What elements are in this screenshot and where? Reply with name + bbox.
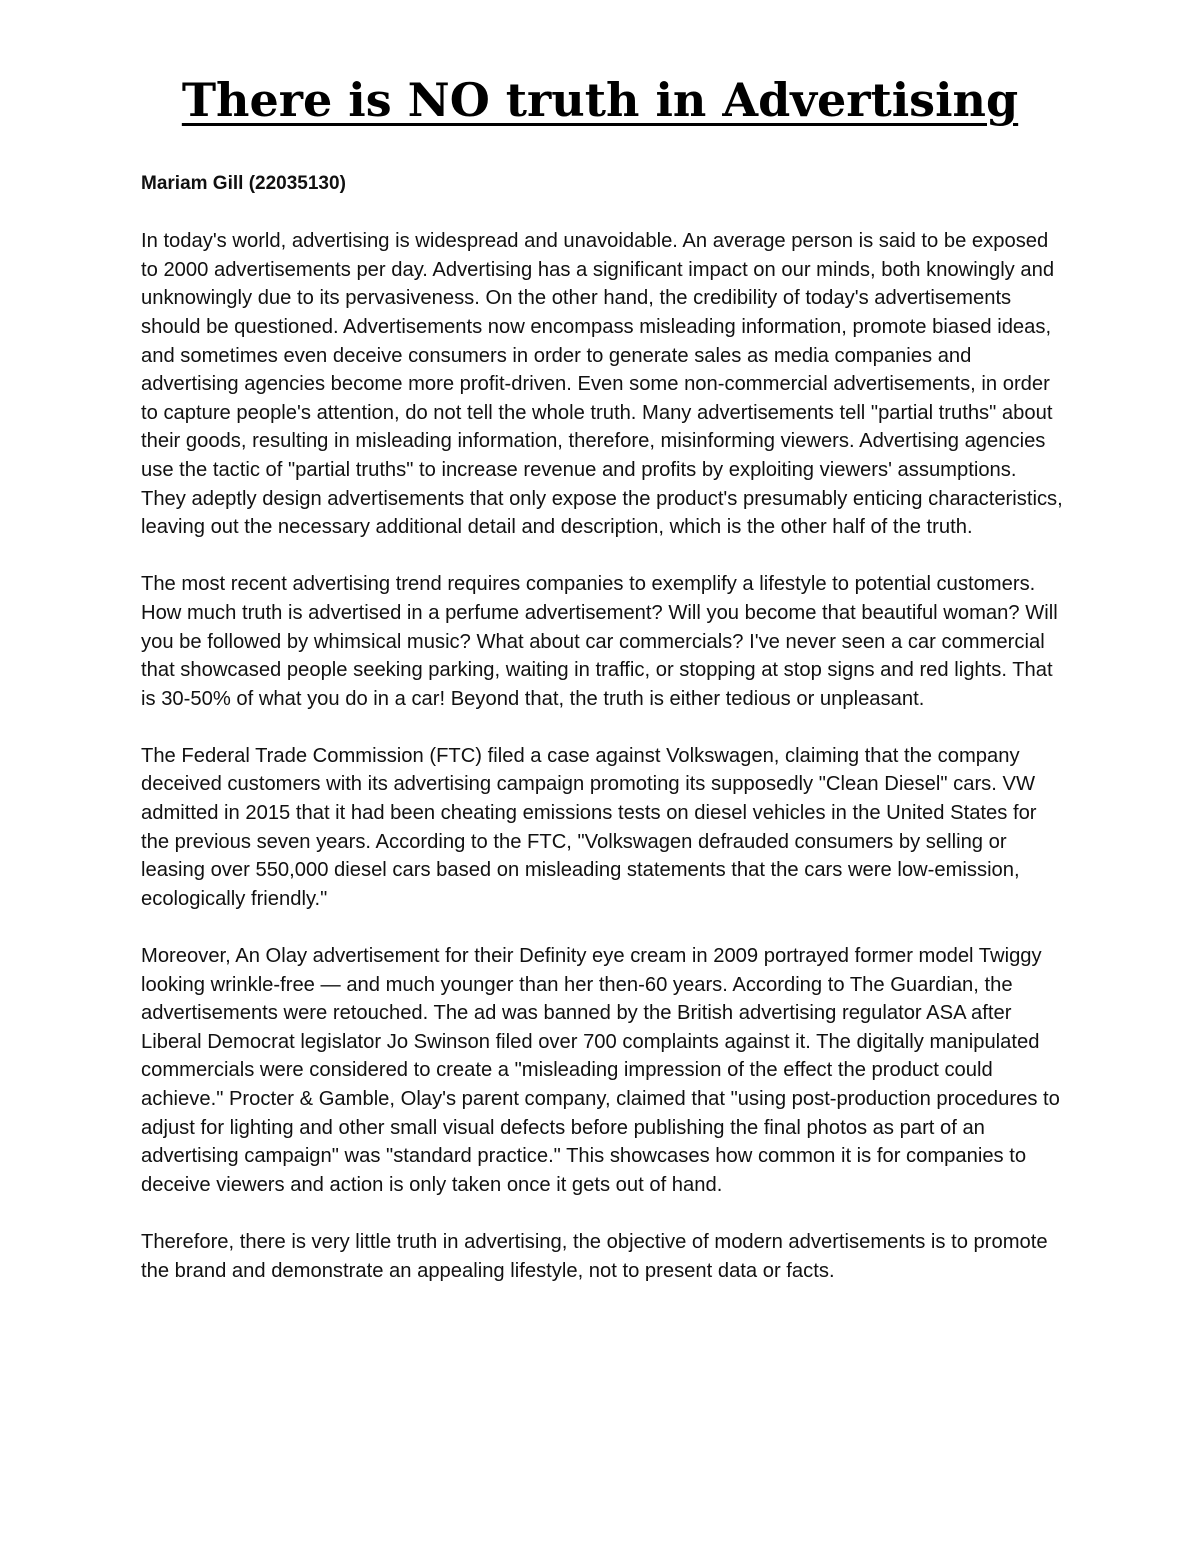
document-body [141,170,1066,1314]
paragraph-olay-case: Moreover, An Olay advertisement for their Definity eye cream in 2009 portrayed former model Twiggy looking wrinkle-free — and much younger than her then-60 years. According to The Guardian, the advertisements were retouched. The ad was banned by the British advertising regulator ASA after Liberal Democrat legislator Jo Swinson filed over 700 complaints against it. The digitally manipulated commercials were considered to create a "misleading impression of the effect the product could achieve." Procter & Gamble, Olay's parent company, claimed that "using post-production procedures to adjust for lighting and other small visual defects before publishing the final photos as part of an advertising campaign" was "standard practice." This showcases how common it is for companies to deceive viewers and action is only taken once it gets out of hand. [141,945,1060,1196]
author-line: Mariam Gill (22035130) [141,173,346,194]
paragraph-conclusion: Therefore, there is very little truth in advertising, the objective of modern advertisements is to promote the brand and demonstrate an appealing lifestyle, not to present data or facts. [141,1230,1048,1282]
paragraph-volkswagen-case: The Federal Trade Commission (FTC) filed a case against Volkswagen, claiming that the company deceived customers with its advertising campaign promoting its supposedly "Clean Diesel" cars. VW admitted in 2015 that it had been cheating emissions tests on diesel vehicles in the United States for the previous seven years. According to the FTC, "Volkswagen defrauded consumers by selling or leasing over 550,000 diesel cars based on misleading statements that the cars were low-emission, ecologically friendly." [141,744,1037,910]
paragraph-intro: In today's world, advertising is widespread and unavoidable. An average person is said to be exposed to 2000 advertisements per day. Advertising has a significant impact on our minds, both knowingly and unknowingly due to its pervasiveness. On the other hand, the credibility of today's advertisements should be questioned. Advertisements now encompass misleading information, promote biased ideas, and sometimes even deceive consumers in order to generate sales as media companies and advertising agencies become more profit-driven. Even some non-commercial advertisements, in order to capture people's attention, do not tell the whole truth. Many advertisements tell "partial truths" about their goods, resulting in misleading information, therefore, misinforming viewers. Advertising agencies use the tactic of "partial truths" to increase revenue and profits by exploiting viewers' assumptions. They adeptly design advertisements that only expose the product's presumably enticing characteristics, leaving out the necessary additional detail and description, which is the other half of the truth. [141,230,1063,539]
paragraph-lifestyle-trend: The most recent advertising trend requires companies to exemplify a lifestyle to potential customers. How much truth is advertised in a perfume advertisement? Will you become that beautiful woman? Will you be followed by whimsical music? What about car commercials? I've never seen a car commercial that showcased people seeking parking, waiting in traffic, or stopping at stop signs and red lights. That is 30-50% of what you do in a car! Beyond that, the truth is either tedious or unpleasant. [141,573,1058,710]
document-title: There is NO truth in Advertising [181,73,1019,127]
